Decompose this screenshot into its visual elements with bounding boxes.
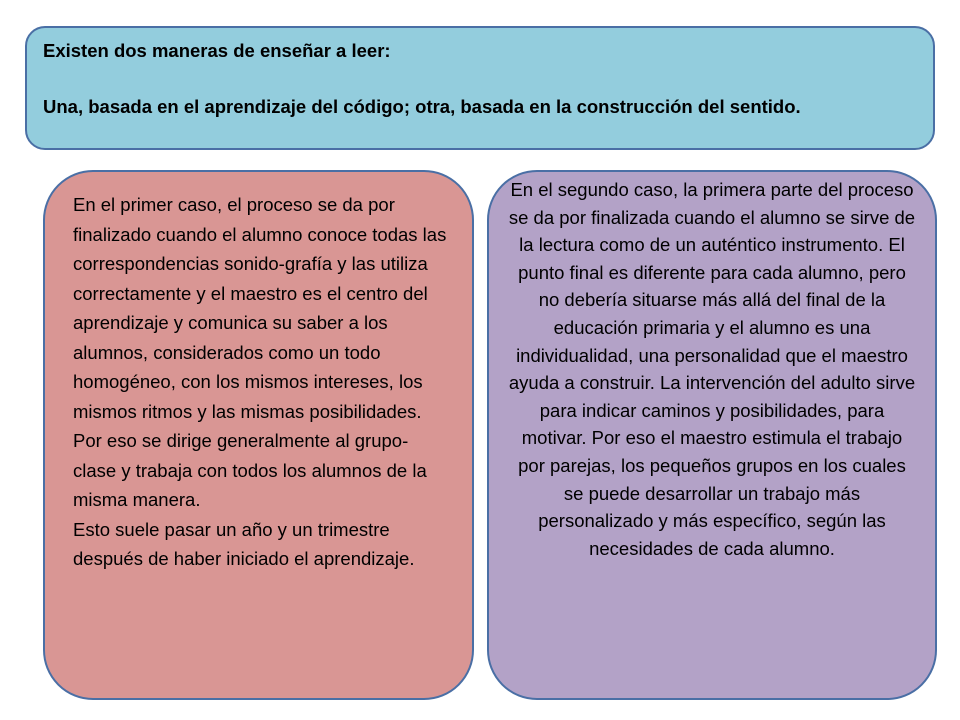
first-case-duration: Esto suele pasar un año y un trimestre después de haber iniciado el aprendizaje. [73,518,415,569]
intro-statement: Una, basada en el aprendizaje del código; otra, basada en la construcción del sentido. [43,96,801,117]
second-case-text: En el segundo caso, la primera parte del proceso se da por finalizada cuando el alumno se sirve de la lectura como de un auténtico instrumento. El punto final es diferente para cada alumno, pero no debería situarse más allá del final de la educación primaria y el alumno es una individualidad, una personalidad que el maestro ayuda a construir. La intervención del adulto sirve para indicar caminos y posibilidades, para motivar. Por eso el maestro estimula el trabajo por parejas, los pequeños grupos en los cuales se puede desarrollar un trabajo más personalizado y más específico, según las necesidades de cada alumno. [508,179,916,559]
first-case-text: En el primer caso, el proceso se da por finalizado cuando el alumno conoce todas las correspondencias sonido-grafía y las utiliza correctamente y el maestro es el centro del aprendizaje y comunica su saber a los alumnos, considerados como un todo homogéneo, con los mismos intereses, los mismos ritmos y las mismas posibilidades. Por eso se dirige generalmente al grupo-clase y trabaja con todos los alumnos de la misma manera. [73,194,447,510]
intro-box [25,26,935,150]
spacer [43,64,917,94]
first-case-box [43,170,474,700]
intro-heading: Existen dos maneras de enseñar a leer: [43,40,391,61]
second-case-box [487,170,937,700]
